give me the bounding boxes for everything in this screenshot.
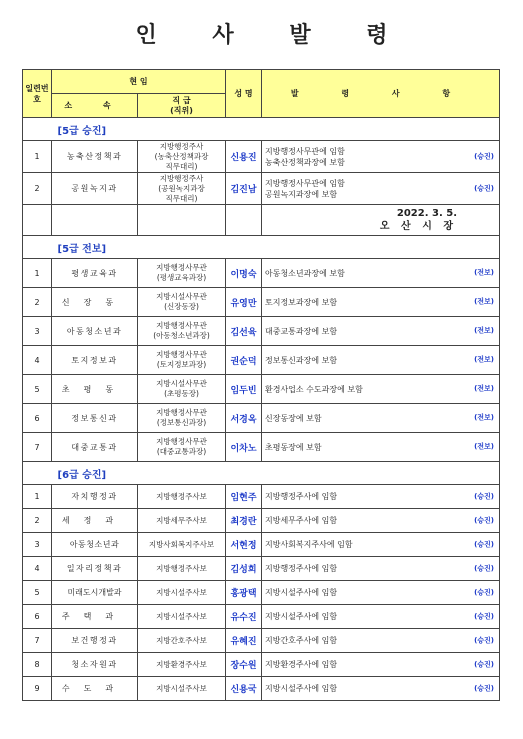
order-line: 농축산정책과장에 보함: [265, 157, 345, 167]
row-rank: [138, 141, 226, 173]
row-rank: [138, 404, 226, 433]
rank-line: (아동청소년과장): [153, 331, 210, 340]
row-rank: 지방시설주사보: [138, 677, 226, 701]
status-badge: (승진): [474, 152, 494, 160]
table-row: [23, 346, 500, 375]
row-number: 1: [23, 141, 52, 173]
row-number: 8: [23, 653, 52, 677]
order-text: 신장동장에 보함: [265, 413, 322, 423]
row-number: 5: [23, 375, 52, 404]
row-number: 4: [23, 346, 52, 375]
row-number: 1: [23, 259, 52, 288]
row-order: [262, 677, 500, 701]
row-number: 7: [23, 433, 52, 462]
row-name: 신용국: [226, 677, 262, 701]
signature-block: [262, 205, 500, 236]
order-text: 지방시설주사에 임함: [265, 612, 338, 621]
row-dept: 수도과: [52, 677, 138, 701]
status-badge: (전보): [474, 384, 494, 393]
header-order: 발 령 사 항: [262, 70, 500, 118]
rank-line: 직무대리): [165, 193, 198, 203]
row-dept: 토지정보과: [52, 346, 138, 375]
row-order: [262, 346, 500, 375]
table-row: [23, 485, 500, 509]
row-name: 권순덕: [226, 346, 262, 375]
rank-line: (농축산정책과장: [154, 151, 209, 161]
rank-line: (평생교육과장): [156, 273, 207, 282]
order-text: 환경사업소 수도과장에 보함: [265, 384, 363, 394]
table-row: [23, 259, 500, 288]
row-order: [262, 404, 500, 433]
row-rank: 지방환경주사보: [138, 653, 226, 677]
row-rank: 지방세무주사보: [138, 509, 226, 533]
row-number: 5: [23, 581, 52, 605]
rank-line: 지방행정주사: [159, 173, 204, 183]
header-rank-line2: (직위): [170, 105, 193, 115]
row-dept: 평생교육과: [52, 259, 138, 288]
status-badge: (전보): [474, 442, 494, 451]
row-dept: 신장동: [52, 288, 138, 317]
status-badge: (승진): [474, 660, 494, 668]
row-rank: 지방간호주사보: [138, 629, 226, 653]
row-rank: [138, 317, 226, 346]
order-text: 아동청소년과장에 보함: [265, 268, 345, 278]
row-name: 임현주: [226, 485, 262, 509]
row-name: 김성희: [226, 557, 262, 581]
row-number: 6: [23, 404, 52, 433]
row-rank: [138, 346, 226, 375]
rank-line: 지방시설사무관: [156, 379, 207, 388]
order-text: 지방간호주사에 임함: [265, 636, 338, 645]
row-order: [262, 141, 500, 173]
status-badge: (전보): [474, 268, 494, 277]
row-number: 4: [23, 557, 52, 581]
row-order: [262, 581, 500, 605]
table-row: [23, 173, 500, 205]
status-badge: (승진): [474, 684, 494, 692]
row-number: 1: [23, 485, 52, 509]
row-number: 3: [23, 317, 52, 346]
section-title-transfer5: [5급 전보]: [52, 236, 500, 259]
row-number: 2: [23, 173, 52, 205]
row-dept: 공원녹지과: [52, 173, 138, 205]
rank-line: (정보통신과장): [156, 418, 207, 427]
row-dept: 주택과: [52, 605, 138, 629]
row-number: 7: [23, 629, 52, 653]
order-text: 지방시설주사에 임함: [265, 684, 338, 693]
order-line: 공원녹지과장에 보함: [265, 189, 338, 199]
row-rank: 지방시설주사보: [138, 605, 226, 629]
rank-line: (토지정보과장): [156, 360, 207, 369]
row-order: [262, 375, 500, 404]
row-name: 서현정: [226, 533, 262, 557]
signature-row: [23, 205, 500, 236]
row-order: [262, 259, 500, 288]
status-badge: (승진): [474, 636, 494, 644]
header-rank-line1: 직 급: [172, 95, 191, 105]
row-name: 장수원: [226, 653, 262, 677]
row-number: 2: [23, 509, 52, 533]
row-number: 3: [23, 533, 52, 557]
table-row: [23, 605, 500, 629]
row-dept: 세정과: [52, 509, 138, 533]
row-dept: 일자리정책과: [52, 557, 138, 581]
order-date: 2022. 3. 5.: [396, 208, 457, 219]
table-row: [23, 557, 500, 581]
row-dept: 자치행정과: [52, 485, 138, 509]
row-name: 이차노: [226, 433, 262, 462]
row-name: 유혜진: [226, 629, 262, 653]
status-badge: (전보): [474, 297, 494, 306]
row-dept: 미래도시개발과: [52, 581, 138, 605]
order-text: 토지정보과장에 보함: [265, 297, 338, 307]
section-title-promo5: [5급 승진]: [52, 118, 500, 141]
row-rank: [138, 433, 226, 462]
rank-line: 지방행정사무관: [156, 350, 207, 359]
header-rank: [138, 94, 226, 118]
issuing-authority: 오 산 시 장: [379, 221, 457, 232]
order-text: 초평동장에 보함: [265, 442, 322, 452]
row-dept: 정보통신과: [52, 404, 138, 433]
rank-line: (신장동장): [164, 302, 199, 311]
rank-line: (초평동장): [164, 389, 199, 398]
table-row: [23, 677, 500, 701]
row-order: [262, 629, 500, 653]
row-dept: 청소자원과: [52, 653, 138, 677]
order-text: 지방시설주사에 임함: [265, 588, 338, 597]
row-name: 김진남: [226, 173, 262, 205]
header-current: 현 임: [52, 70, 226, 94]
order-text: 지방행정주사에 임함: [265, 492, 338, 501]
order-line: 지방행정사무관에 임함: [265, 146, 345, 156]
page-title: 인 사 발 령: [135, 22, 412, 48]
row-name: 유영만: [226, 288, 262, 317]
status-badge: (승진): [474, 612, 494, 620]
row-order: [262, 433, 500, 462]
table-row: [23, 288, 500, 317]
rank-line: 지방행정사무관: [156, 408, 207, 417]
table-row: [23, 404, 500, 433]
rank-line: 지방행정주사: [159, 141, 204, 151]
order-text: 지방행정주사에 임함: [265, 564, 338, 573]
status-badge: (승진): [474, 516, 494, 524]
order-text: 지방사회복지주사에 임함: [265, 540, 353, 549]
table-row: [23, 375, 500, 404]
row-name: 이명숙: [226, 259, 262, 288]
row-number: 2: [23, 288, 52, 317]
row-rank: 지방시설주사보: [138, 581, 226, 605]
row-order: [262, 288, 500, 317]
status-badge: (승진): [474, 184, 494, 192]
row-rank: 지방사회복지주사보: [138, 533, 226, 557]
rank-line: (공원녹지과장: [158, 183, 205, 193]
row-dept: 아동청소년과: [52, 317, 138, 346]
table-row: [23, 317, 500, 346]
row-number: 9: [23, 677, 52, 701]
row-name: 김선육: [226, 317, 262, 346]
row-order: [262, 557, 500, 581]
status-badge: (승진): [474, 492, 494, 500]
status-badge: (전보): [474, 326, 494, 335]
table-row: [23, 433, 500, 462]
status-badge: (전보): [474, 413, 494, 422]
table-row: [23, 581, 500, 605]
order-text: 지방환경주사에 임함: [265, 660, 338, 669]
status-badge: (전보): [474, 355, 494, 364]
row-rank: [138, 173, 226, 205]
row-rank: [138, 259, 226, 288]
row-order: [262, 173, 500, 205]
row-dept: 초평동: [52, 375, 138, 404]
row-dept: 농축산정책과: [52, 141, 138, 173]
order-line: 지방행정사무관에 임함: [265, 178, 345, 188]
row-name: 유수진: [226, 605, 262, 629]
header-name: 성 명: [226, 70, 262, 118]
status-badge: (승진): [474, 564, 494, 572]
row-order: [262, 317, 500, 346]
table-row: [23, 533, 500, 557]
row-order: [262, 653, 500, 677]
row-name: 최경란: [226, 509, 262, 533]
table-row: [23, 629, 500, 653]
row-dept: 보건행정과: [52, 629, 138, 653]
row-order: [262, 533, 500, 557]
order-text: 지방세무주사에 임함: [265, 516, 338, 525]
section-header-row: [23, 236, 500, 259]
row-number: 6: [23, 605, 52, 629]
row-order: [262, 605, 500, 629]
row-dept: 대중교통과: [52, 433, 138, 462]
row-rank: [138, 375, 226, 404]
section-header-row: [23, 118, 500, 141]
status-badge: (승진): [474, 540, 494, 548]
row-order: [262, 485, 500, 509]
row-dept: 아동청소년과: [52, 533, 138, 557]
personnel-order-table: [22, 69, 500, 701]
status-badge: (승진): [474, 588, 494, 596]
order-text: 대중교통과장에 보함: [265, 326, 338, 336]
order-text: 정보통신과장에 보함: [265, 355, 338, 365]
row-name: 서경옥: [226, 404, 262, 433]
table-row: [23, 141, 500, 173]
rank-line: 지방행정사무관: [156, 321, 207, 330]
row-name: 임두빈: [226, 375, 262, 404]
section-header-row: [23, 462, 500, 485]
header-dept: 소 속: [52, 94, 138, 118]
rank-line: 지방시설사무관: [156, 292, 207, 301]
row-rank: [138, 288, 226, 317]
rank-line: 지방행정사무관: [156, 437, 207, 446]
rank-line: 직무대리): [165, 161, 198, 171]
rank-line: 지방행정사무관: [156, 263, 207, 272]
section-title-promo6: [6급 승진]: [52, 462, 500, 485]
row-order: [262, 509, 500, 533]
row-name: 신용진: [226, 141, 262, 173]
header-seq: 일련번호: [23, 70, 52, 118]
row-rank: 지방행정주사보: [138, 485, 226, 509]
table-row: [23, 653, 500, 677]
row-rank: 지방행정주사보: [138, 557, 226, 581]
table-row: [23, 509, 500, 533]
rank-line: (대중교통과장): [156, 447, 207, 456]
row-name: 홍광택: [226, 581, 262, 605]
